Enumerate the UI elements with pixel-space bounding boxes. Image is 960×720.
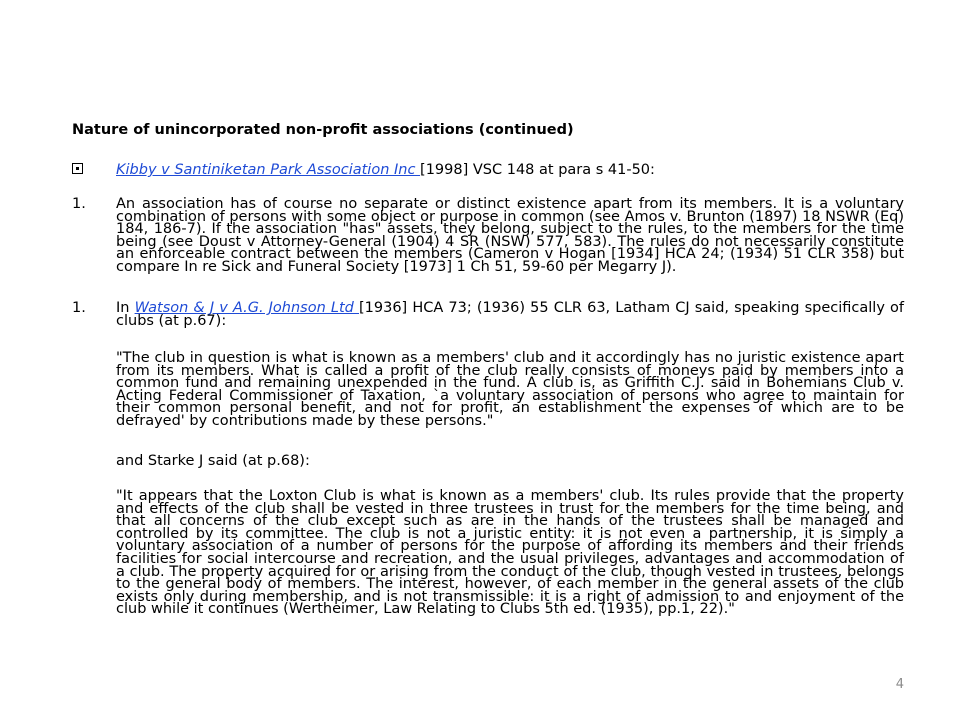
page-number: 4 xyxy=(895,677,904,692)
starke-quote: "It appears that the Loxton Club is what is known as a members' club. Its rules provide that the property and effects of the club shall be vested in three trustees in trust for the members for the time being, and that all concerns of the club except such as are in the hands of the trustees shall be managed and controlled by its committee. The club is not a juristic entity: it is not even a partnership, it is simply a voluntary association of a number of persons for the purpose of affording its members and their friends facilities for social intercourse and recreation, and the usual privileges, advantages and accommodation of a club. The property acquired for or arising from the conduct of the club, though vested in trustees, belongs to the general body of members. The interest, however, of each member in the general assets of the club exists only during membership, and is not transmissible: it is a right of admission to and enjoyment of the club while it continues (Wertheimer, Law Relating to Clubs 5th ed. (1935), pp.1, 22)." xyxy=(116,488,904,618)
slide-heading: Nature of unincorporated non-profit associations (continued) xyxy=(72,122,574,138)
watson-citation: [1936] HCA 73; (1936) 55 CLR 63, Latham CJ said, speaking specifically of clubs (at p.67): xyxy=(116,300,905,329)
boxed-bullet-icon xyxy=(72,163,83,174)
item-paragraph xyxy=(116,302,904,327)
item-prefix: In xyxy=(116,300,135,316)
item-paragraph: An association has of course no separate or distinct existence apart from its members. It is a voluntary combination of persons with some object or purpose in common (see Amos v. Brunton (1897) 18 NSWR (Eq) 184, 186-7). If the association "has" assets, they belong, subject to the rules, to the members for the time being (see Doust v Attorney-General (1904) 4 SR (NSW) 577, 583). The rules do not necessarily constitute an enforceable contract between the members (Cameron v Hogan [1934] HCA 24; (1934) 51 CLR 358) but compare In re Sick and Funeral Society [1973] 1 Ch 51, 59-60 per Megarry J). xyxy=(116,196,904,275)
item-number: 1. xyxy=(72,300,86,316)
starke-intro: and Starke J said (at p.68): xyxy=(116,453,310,469)
kibby-case-link[interactable]: Kibby v Santiniketan Park Association Inc xyxy=(116,162,421,178)
latham-quote: "The club in question is what is known as a members' club and it accordingly has no juristic existence apart from its members. What is called a profit of the club really consists of moneys paid by members into a common fund and remaining unexpended in the fund. A club is, as Griffith C.J. said in Bohemians Club v. Acting Federal Commissioner of Taxation, `a voluntary association of persons who agree to maintain for their common personal benefit, and not for profit, an establishment the expenses of which are to be defrayed' by contributions made by these persons." xyxy=(116,350,904,429)
watson-case-link[interactable]: Watson & J v A.G. Johnson Ltd xyxy=(134,300,359,316)
kibby-citation: [1998] VSC 148 at para s 41-50: xyxy=(420,162,655,178)
item-number: 1. xyxy=(72,196,86,212)
bullet-text xyxy=(116,160,655,180)
